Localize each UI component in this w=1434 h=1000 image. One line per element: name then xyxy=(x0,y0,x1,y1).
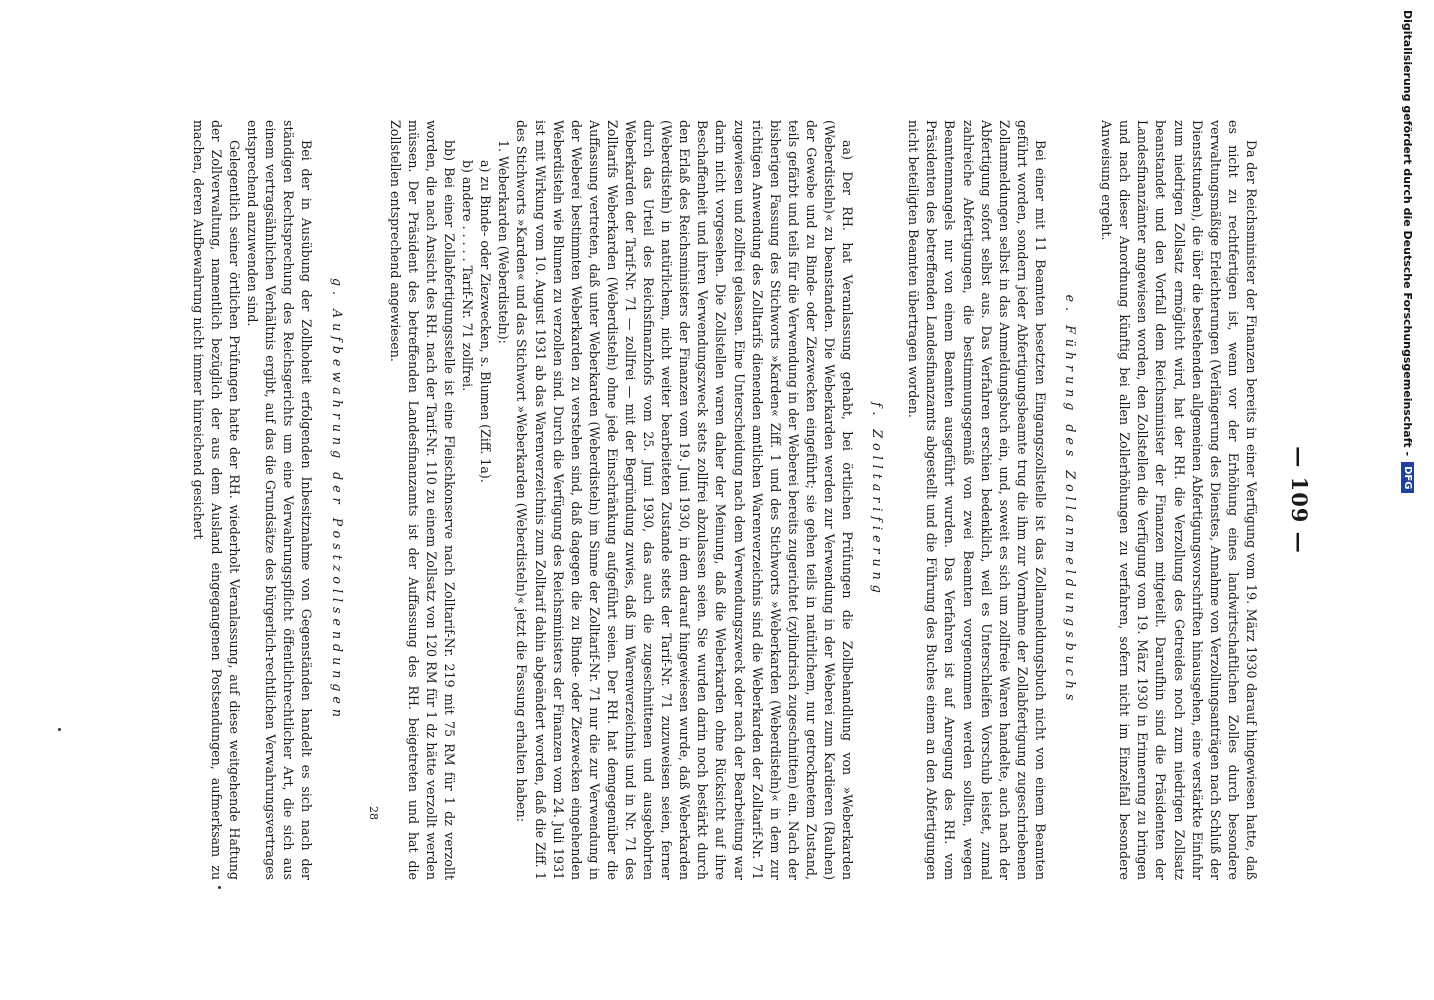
section-g-text: Bei der in Ausübung der Zollhoheit erfolgenden Inbesitznahme von Gegenständen handelt es sich nach der ständigen Rechtsprechung des Reichsgerichts um eine Verwahrungspflicht öffentlichrechtlicher Art, die sich aus einem vertragsähnlichen Verhältnis ergibt, auf das die Grundsätze des bürgerlich-rechtlichen Verwahrungsvertrages entsprechend anzuwenden sind. xyxy=(245,120,315,880)
section-f-list-item-a: a) zu Binde- oder Ziezwecken, s. Blumen (Ziff. 1a). xyxy=(478,160,494,483)
section-f-bb-text: bb) Bei einer Zollabfertigungsstelle ist eine Fleischkonserve nach Zolltarif-Nr. 219 mit 75 RM für 1 dz verzollt worden, die nach Ansicht des RH. nach der Tarif-Nr. 110 zu einem Zollsatz von 120 RM für 1 dz hätte verzollt werden müssen. Der Präsident des betreffenden Landesfinanzamts ist der Auffassung des RH. beigetreten und hat die Zollstellen entsprechend angewiesen. xyxy=(387,120,458,880)
section-g-heading: g. Aufbewahrung der Postzollsendungen xyxy=(329,278,345,722)
section-f-list-heading: 1. Weberkarden (Weberdisteln): xyxy=(496,140,512,344)
page-header: — 109 — xyxy=(1287,446,1312,554)
section-e-text: Bei einer mit 11 Beamten besetzten Eingangszollstelle ist das Zollanmeldungsbuch nicht von einem Beamten geführt worden, sondern jeder Abfertigungsbeamte trug die ihm zur Vornahme der Zollabfertigung zugeschriebenen Zollanmeldungen selbst in das Anmeldungsbuch ein, und, soweit es sich um zollfreie Waren handelte, auch nach der Abfertigung sofort selbst aus. Das Verfahren erschien bedenklich, weil es Unterschleifen Vorschub leistet, zumal zahlreiche Abfertigungen, die bestimmungsgemäß von zwei Beamten vorgenommen werden sollten, wegen Beamtenmangels nur von einem Beamten ausgeführt wurden. Das Verfahren ist auf Anregung des RH. vom Präsidenten des betreffenden Landesfinanzamts abgestellt und die Führung des Buches einem an den Abfertigungen nicht beteiligten Beamten übertragen worden. xyxy=(906,120,1048,880)
page-footer-number: 28 xyxy=(366,806,380,820)
scan-speck xyxy=(218,886,221,889)
section-g-text-continued: Gelegentlich seiner örtlichen Prüfungen hatte der RH. wiederholt Veranlassung, auf diese weitgehende Haftung der Zollverwaltung, namentlich bezüglich der aus dem Ausland eingegangenen Postsendungen, aufmerksam zu machen, deren Aufbewahrung nicht immer hinreichend gesichert xyxy=(190,120,243,880)
digitization-credit xyxy=(1398,10,1418,810)
section-f-aa-text: aa) Der RH. hat Veranlassung gehabt, bei örtlichen Prüfungen die Zollbehandlung von »Weberkarden (Weberdisteln)« zu beanstanden. Die Weberkarden werden zur Verwendung in der Weberei zum Kardieren (Rauhen) der Gewebe und zu Binde- oder Ziezwecken eingeführt; sie gehen teils in natürlichem, nur getrocknetem Zustand, teils gefärbt und teils für die Verwendung in der Weberei bereits zugerichtet (zylindrisch zugeschnitten) ein. Nach der bisherigen Fassung des Stichworts »Karden« Ziff. 1 und des Stichworts »Weberkarden (Weberdisteln)« in dem zur richtigen Anwendung des Zolltarifs dienenden amtlichen Warenverzeichnis sind die Weberkarden der Zolltarif-Nr. 71 zugewiesen und zollfrei gelassen. Eine Unterscheidung nach dem Verwendungszweck oder nach der Bearbeitung war darin nicht vorgesehen. Die Zollstellen waren daher der Meinung, daß die Weberkarden ohne Rücksicht auf ihre Beschaffenheit und ihren Verwendungszweck stets zollfrei abzulassen seien. Sie wurden darin noch bestärkt durch den Erlaß des Reichsministers der Finanzen vom 19. Juni 1930, in dem darauf hingewiesen wurde, daß Weberkarden (Weberdisteln) in natürlichem, nicht weiter bearbeiteten Zustande stets der Tarif-Nr. 71 zuzuweisen seien, ferner durch das Urteil des Reichsfinanzhofs vom 25. Juni 1930, das auch die zugeschnittenen und ausgebohrten Weberkarden der Tarif-Nr. 71 — zollfrei — mit der Begründung zuwies, daß im Warenverzeichnis und in Nr. 71 des Zolltarifs Weberkarden (Weberdisteln) ohne jede Einschränkung aufgeführt seien. Der RH. hat demgegenüber die Auffassung vertreten, daß unter Weberkarden (Weberdisteln) im Sinne der Zolltarif-Nr. 71 nur die zur Verwendung in der Weberei bestimmten Weberkarden zu verstehen sind, daß dagegen die zu Binde- oder Ziezwecken eingehenden Weberdisteln wie Blumen zu verzollen sind. Durch die Verfügung des Reichsministers der Finanzen vom 24. Juli 1931 ist mit Wirkung vom 10. August 1931 ab das Warenverzeichnis zum Zolltarif dahin abgeändert worden, daß die Ziff. 1 des Stichworts »Karden« und das Stichwort »Weberkarden (Weberdisteln)« jetzt die Fassung erhalten haben: xyxy=(514,120,856,880)
section-e-heading: e. Führung des Zollanmeldungsbuchs xyxy=(1063,294,1079,706)
section-f-heading: f. Zolltarifierung xyxy=(870,402,886,598)
dfg-logo: DFG xyxy=(1402,462,1415,493)
scan-speck xyxy=(58,728,61,731)
rotated-document-page xyxy=(122,120,1312,880)
digitization-credit-text: Digitalisierung gefördert durch die Deutsche Forschungsgemeinschaft - xyxy=(1401,10,1415,457)
section-f-list-item-b: b) andere . . . . . Tarif-Nr. 71 zollfrei. xyxy=(460,160,476,392)
intro-paragraph: Da der Reichsminister der Finanzen bereits in einer Verfügung vom 19. März 1930 darauf hingewiesen hatte, daß es nicht zu rechtfertigen ist, wenn vor der Erhöhung eines landwirtschaftlichen Zolles durch besondere verwaltungsmäßige Erleichterungen (Verlängerung des Dienstes, Annahme von Verzollungsanträgen nach Schluß der Dienststunden), die über die bestehenden allgemeinen Abfertigungsvorschriften hinausgehen, eine verstärkte Einfuhr zum niedrigen Zollsatz ermöglicht wird, hat der RH. die Verzollung des Getreides noch zum niedrigen Zollsatz beanstandet und den Vorfall dem Reichsminister der Finanzen mitgeteilt. Daraufhin sind die Präsidenten der Landesfinanzämter angewiesen worden, den Zollstellen die Verfügung vom 19. März 1930 in Erinnerung zu bringen und nach dieser Anordnung künftig bei allen Zollerhöhungen zu verfahren, sofern nicht im Einzelfall besondere Anweisung ergeht. xyxy=(1099,120,1259,880)
